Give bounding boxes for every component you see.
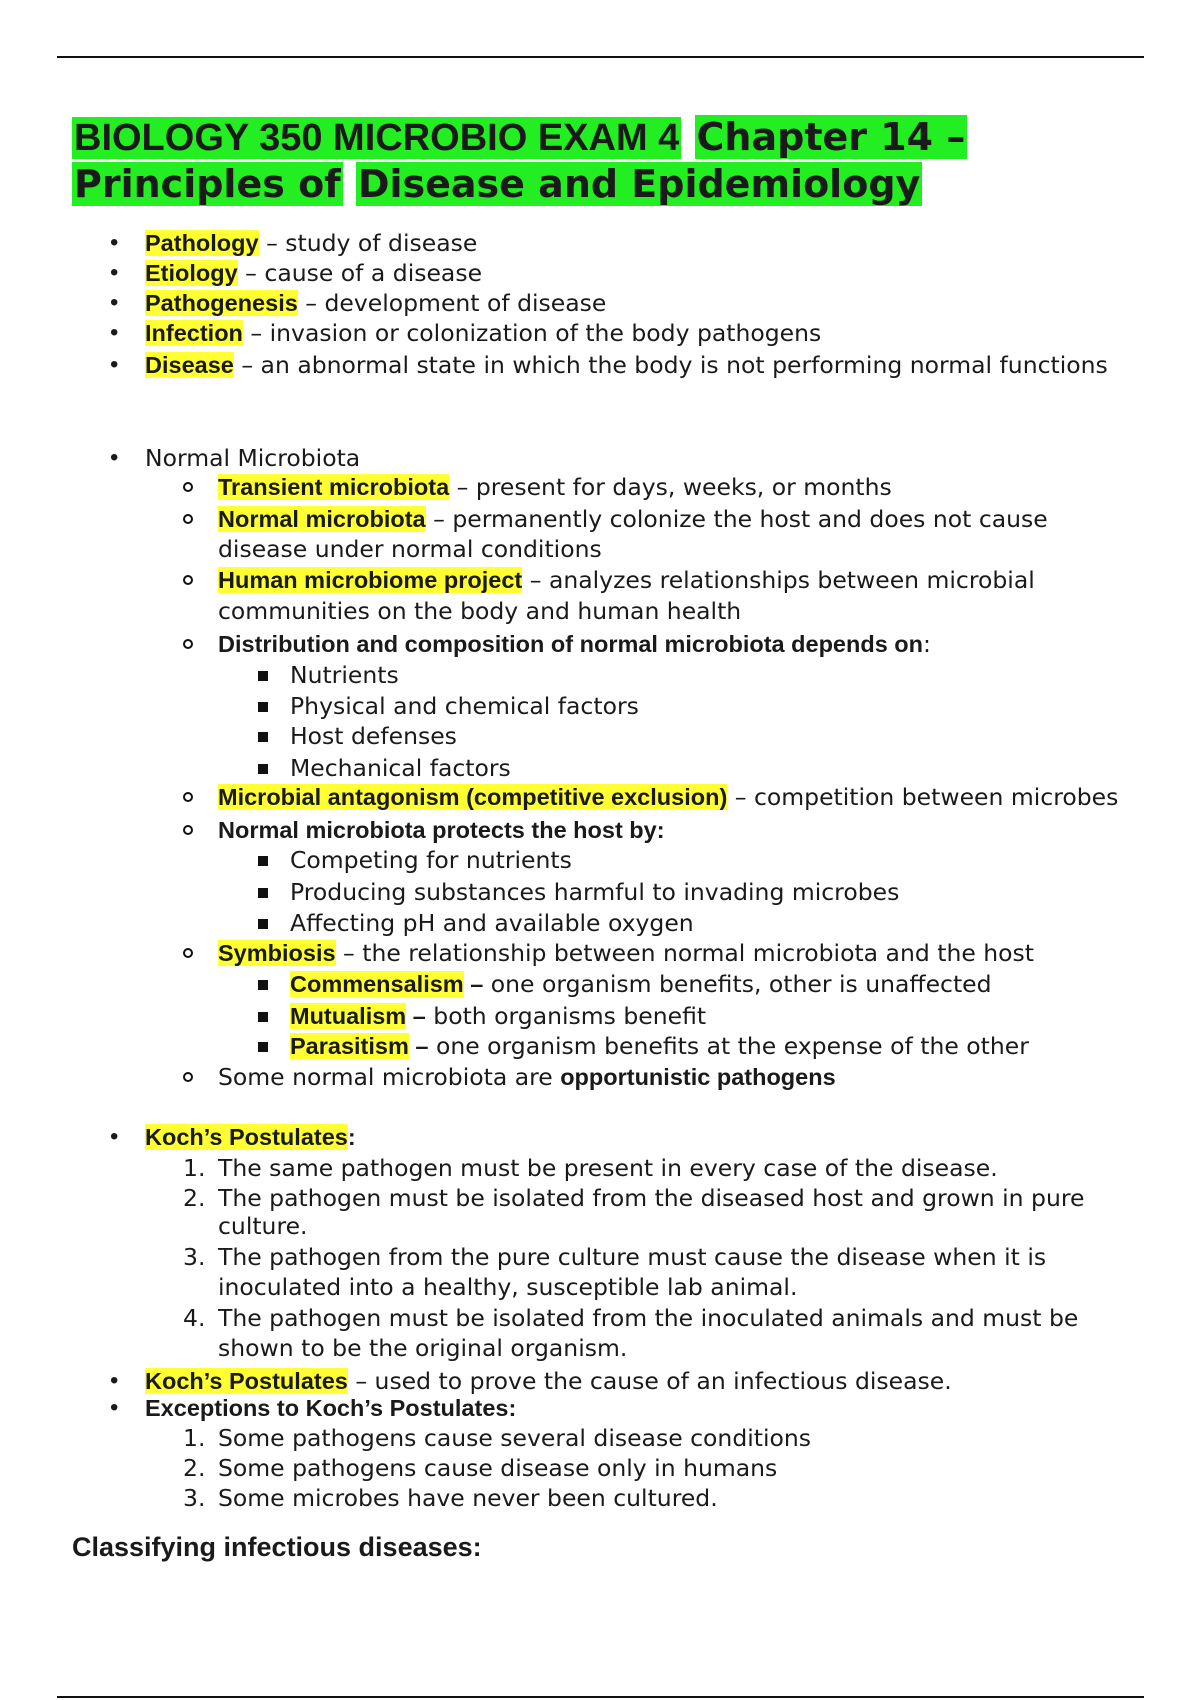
square-bullet-icon [258,671,268,681]
square-bullet-icon [258,888,268,898]
bottom-rule [57,1696,1144,1698]
list-item [145,228,477,258]
list-item [218,782,1118,812]
definition-text: one organism benefits, other is unaffected [483,970,992,998]
bullet-icon: • [110,444,119,471]
term-highlight: Microbial antagonism (competitive exclusion) [218,784,728,810]
list-item [145,258,482,288]
bullet-icon: • [110,351,119,378]
list-item: Producing substances harmful to invading microbes [290,878,900,906]
dash-text: – [408,1033,429,1059]
list-item: Nutrients [290,661,399,689]
definition-continuation: communities on the body and human health [218,597,742,625]
dash-text: – [463,971,484,997]
list-item: Competing for nutrients [290,846,572,874]
bullet-icon: • [110,1123,119,1150]
list-item: Physical and chemical factors [290,692,639,720]
square-bullet-icon [258,1042,268,1052]
list-item [218,565,1035,595]
definition-text: – study of disease [258,229,478,257]
colon-text: : [347,1124,356,1150]
bold-label: Exceptions to Koch’s Postulates: [145,1395,517,1421]
step-number: 1. [183,1154,206,1182]
term-highlight: Mutualism [290,1003,407,1029]
term-highlight: Koch’s Postulates [145,1368,348,1394]
list-item: Some pathogens cause disease only in humans [218,1454,778,1482]
definition-text: – competition between microbes [727,783,1119,811]
list-item: Some microbes have never been cultured. [218,1484,718,1512]
definition-text: – an abnormal state in which the body is not performing normal functions [233,351,1108,379]
list-item-continuation: culture. [218,1212,308,1240]
list-item: Affecting pH and available oxygen [290,909,694,937]
term-highlight: Disease [145,352,234,378]
list-item [145,318,821,348]
list-item: Host defenses [290,722,457,750]
bullet-icon: • [110,319,119,346]
list-item [145,1366,952,1396]
term-highlight: Pathology [145,230,259,256]
list-item-continuation: shown to be the original organism. [218,1334,628,1362]
step-number: 3. [183,1484,206,1512]
term-highlight: Human microbiome project [218,567,523,593]
title-part3: Principles of [74,162,341,206]
section-heading: Normal Microbiota [145,444,361,472]
page-title [72,114,967,207]
list-item [218,938,1034,968]
bullet-icon: • [110,1394,119,1421]
definition-text: – invasion or colonization of the body pathogens [242,319,822,347]
definition-continuation: disease under normal conditions [218,535,602,563]
term-highlight: Infection [145,320,243,346]
list-item [218,1062,836,1092]
bullet-icon: • [110,1367,119,1394]
circle-bullet-icon [183,639,193,649]
circle-bullet-icon [183,792,193,802]
square-bullet-icon [258,732,268,742]
definition-text: – used to prove the cause of an infectious disease. [347,1367,952,1395]
term-highlight: Commensalism [290,971,464,997]
colon-text: : [923,630,931,658]
definition-text: one organism benefits at the expense of the other [428,1032,1029,1060]
dash-text: – [406,1003,426,1029]
term-highlight: Etiology [145,260,238,286]
term-highlight: Transient microbiota [218,474,450,500]
circle-bullet-icon [183,1072,193,1082]
bullet-icon: • [110,259,119,286]
list-item: The pathogen must be isolated from the diseased host and grown in pure [218,1184,1085,1212]
list-item [218,815,665,845]
step-number: 2. [183,1454,206,1482]
definition-text: – analyzes relationships between microbial [522,566,1035,594]
title-part2: Chapter 14 – [696,115,966,159]
bold-label: Distribution and composition of normal microbiota depends on [218,631,924,657]
title-part4: Disease and Epidemiology [357,162,921,206]
list-item [145,288,606,318]
square-bullet-icon [258,1012,268,1022]
list-item: Some pathogens cause several disease conditions [218,1424,812,1452]
list-item [218,504,1048,534]
circle-bullet-icon [183,514,193,524]
circle-bullet-icon [183,575,193,585]
square-bullet-icon [258,980,268,990]
title-part1: BIOLOGY 350 MICROBIO EXAM 4 [74,117,680,159]
term-highlight: Symbiosis [218,940,336,966]
definition-text: Some normal microbiota are [218,1063,561,1091]
step-number: 4. [183,1304,206,1332]
definition-text: – cause of a disease [237,259,483,287]
step-number: 1. [183,1424,206,1452]
list-item: The pathogen must be isolated from the inoculated animals and must be [218,1304,1079,1332]
list-item [290,969,992,999]
list-item: The same pathogen must be present in every case of the disease. [218,1154,998,1182]
list-item [145,350,1108,380]
term-highlight: Pathogenesis [145,290,298,316]
bold-label: Normal microbiota protects the host by: [218,817,665,843]
square-bullet-icon [258,919,268,929]
definition-text: – present for days, weeks, or months [449,473,892,501]
classifying-heading: Classifying infectious diseases: [72,1532,482,1562]
bullet-icon: • [110,229,119,256]
bullet-icon: • [110,289,119,316]
square-bullet-icon [258,764,268,774]
term-highlight: Koch’s Postulates [145,1124,348,1150]
list-item [290,1031,1029,1061]
step-number: 2. [183,1184,206,1212]
term-highlight: Parasitism [290,1033,409,1059]
circle-bullet-icon [183,948,193,958]
list-item [218,629,931,659]
bold-label: opportunistic pathogens [560,1064,836,1090]
step-number: 3. [183,1243,206,1271]
list-item: Mechanical factors [290,754,511,782]
circle-bullet-icon [183,825,193,835]
definition-text: – development of disease [297,289,607,317]
list-item [290,1001,706,1031]
list-item [218,472,892,502]
term-highlight: Normal microbiota [218,506,426,532]
top-rule [57,56,1144,58]
list-item: The pathogen from the pure culture must cause the disease when it is [218,1243,1047,1271]
definition-text: both organisms benefit [425,1002,707,1030]
list-item [145,1122,356,1152]
square-bullet-icon [258,702,268,712]
definition-text: – the relationship between normal microbiota and the host [335,939,1034,967]
square-bullet-icon [258,856,268,866]
list-item [145,1393,516,1423]
circle-bullet-icon [183,482,193,492]
list-item-continuation: inoculated into a healthy, susceptible lab animal. [218,1273,798,1301]
definition-text: – permanently colonize the host and does not cause [425,505,1048,533]
